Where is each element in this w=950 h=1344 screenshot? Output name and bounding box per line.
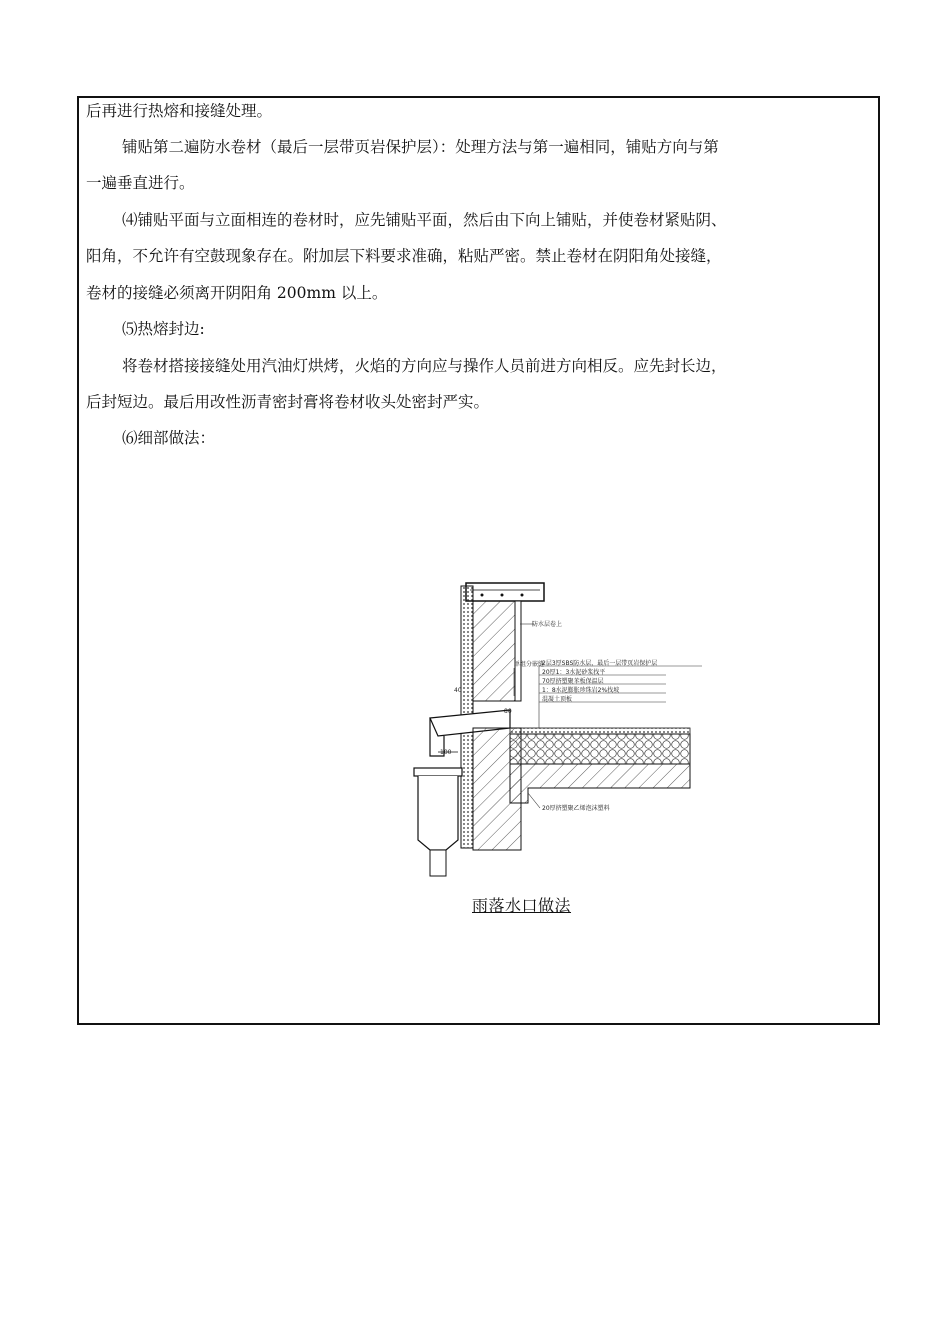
label-layer-1: 2层3厚SBS防水层，最后一层带页岩保护层: [542, 660, 658, 667]
paragraph-line: 后再进行热熔和接缝处理。: [86, 102, 273, 120]
paragraph-line: 将卷材搭接接缝处用汽油灯烘烤，火焰的方向应与操作人员前进方向相反。应先封长边，: [122, 357, 727, 375]
label-layer-5: 混凝土顶板: [542, 696, 573, 703]
paragraph-line: 卷材的接缝必须离开阴阳角 200mm 以上。: [86, 284, 388, 302]
label-waterproof-up: 防水层卷上: [532, 621, 563, 628]
parapet-insulation: [515, 601, 521, 701]
paragraph-line: 阳角，不允许有空鼓现象存在。附加层下料要求准确，粘贴严密。禁止卷材在阴阳角处接缝，: [86, 247, 722, 265]
figure-caption: 雨落水口做法: [472, 896, 572, 915]
label-layer-2: 20厚1：3水泥砂浆找平: [542, 669, 606, 676]
label-sealant: 单组分嵌缝: [514, 661, 545, 668]
parapet-wall: [473, 601, 515, 701]
dimension-100: 100: [440, 749, 452, 756]
paragraph-line: 一遍垂直进行。: [86, 174, 195, 192]
label-layer-4: 1：8水泥膨胀珍珠岩2%找坡: [542, 687, 620, 694]
paragraph-line: 铺贴第二遍防水卷材（最后一层带页岩保护层）：处理方法与第一遍相同，铺贴方向与第: [122, 138, 719, 156]
roof-membrane: [510, 728, 690, 734]
dimension-40: 40: [454, 687, 462, 694]
paragraph-line: ⑸热熔封边:: [122, 320, 205, 338]
roof-insulation-layer: [510, 734, 690, 764]
parapet-cap: [466, 583, 544, 601]
paragraph-line: ⑹细部做法：: [122, 429, 216, 447]
roof-drain-detail-drawing: [410, 578, 710, 878]
rain-hopper: [414, 768, 462, 876]
label-layer-3: 70厚挤塑聚苯板保温层: [542, 678, 604, 685]
paragraph-line: ⑷铺贴平面与立面相连的卷材时，应先铺贴平面，然后由下向上铺贴，并使卷材紧贴阴、: [122, 211, 727, 229]
paragraph-line: 后封短边。最后用改性沥青密封膏将卷材收头处密封严实。: [86, 393, 490, 411]
label-foam: 20厚挤塑聚乙烯泡沫塑料: [542, 805, 610, 812]
roof-slab: [510, 764, 690, 803]
dimension-80: 80: [504, 708, 512, 715]
